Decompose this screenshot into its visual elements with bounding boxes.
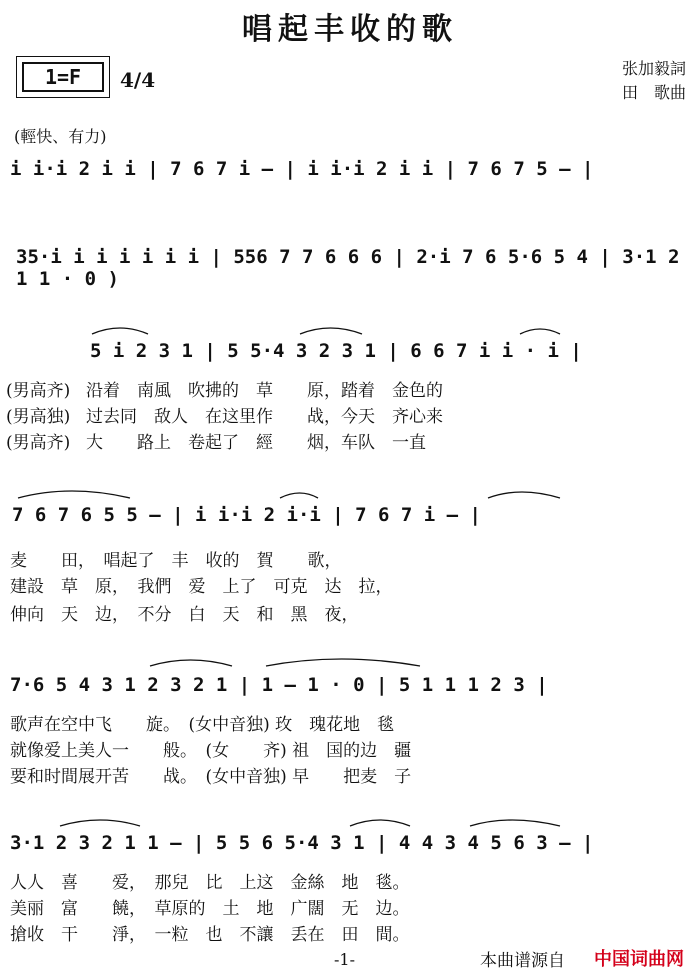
tempo-marking: (輕快、有力) — [14, 127, 107, 146]
system-notes: 7·6 5 4 3 1 2 3 2 1 | 1 — 1 · 0 | 5 1 1 1 2 3 | — [10, 674, 548, 696]
system-4-verse-3 — [0, 920, 700, 946]
lyric-text: 麦 田， 唱起了 丰 收的 賀 歌， — [10, 551, 342, 571]
slur — [470, 820, 560, 826]
lyric-text: 搶收 干 淨， 一粒 也 不讓 丢在 田 間。 — [10, 925, 410, 945]
system-2-verse-3 — [0, 600, 700, 626]
system-notes: 5 i 2 3 1 | 5 5·4 3 2 3 1 | 6 6 7 i i · i | — [90, 340, 582, 362]
system-2-verse-2 — [0, 572, 700, 598]
song-title: 唱起丰收的歌 — [242, 12, 458, 47]
key-signature: 1=F — [22, 62, 104, 92]
system-1-notes — [0, 340, 700, 370]
slur — [300, 328, 362, 334]
slur — [488, 492, 560, 498]
system-3-verse-2 — [0, 736, 700, 762]
slur — [18, 491, 130, 498]
slur — [280, 493, 318, 498]
lyric-text: 大 路上 卷起了 經 烟，车队 一直 — [86, 433, 426, 453]
system-4-verse-2 — [0, 894, 700, 920]
system-3-verse-3 — [0, 762, 700, 788]
system-1-verse-2 — [0, 402, 700, 428]
time-signature: 4/4 — [120, 68, 156, 92]
slur — [92, 328, 148, 334]
system-4-verse-1 — [0, 868, 700, 894]
page-number: -1- — [334, 950, 355, 969]
composer-credit: 田 歌曲 — [622, 83, 687, 102]
intro-notes-2: 35·i i i i i i i | 556 7 7 6 6 6 | 2·i 7 6 5·6 5 4 | 3·1 2 1 1 · 0 ) — [16, 246, 680, 290]
intro-line-1 — [0, 158, 700, 188]
system-notes: 7 6 7 6 5 5 — | i i·i 2 i·i | 7 6 7 i — | — [12, 504, 481, 526]
system-3-notes — [0, 674, 700, 704]
intro-notes-1: i i·i 2 i i | 7 6 7 i — | i i·i 2 i i | 7 6 7 5 — | — [10, 158, 594, 180]
slur — [520, 329, 560, 334]
slur — [350, 820, 410, 826]
system-1-verse-1 — [0, 376, 700, 402]
slur — [266, 659, 420, 666]
site-brand[interactable]: 中国词曲网 — [594, 949, 684, 970]
lyric-text: 就像爱上美人一 般。 (女 齐) 祖 国的边 疆 — [10, 741, 412, 761]
lyricist-credit: 张加毅詞 — [622, 59, 687, 78]
lyric-text: 沿着 南風 吹拂的 草 原，踏着 金色的 — [86, 381, 443, 401]
part-label: (男高齐) — [6, 381, 71, 401]
part-label: (男高齐) — [6, 433, 71, 453]
system-4-notes — [0, 832, 700, 862]
slur — [150, 660, 232, 666]
lyric-text: 建設 草 原， 我們 爱 上了 可克 达 拉， — [10, 577, 393, 597]
intro-line-2 — [0, 246, 700, 290]
lyric-text: 过去同 敌人 在这里作 战，今天 齐心来 — [86, 407, 443, 427]
system-3-verse-1 — [0, 710, 700, 736]
system-2-notes — [0, 504, 700, 534]
system-2-verse-1 — [0, 546, 700, 572]
source-note: 本曲谱源自 — [480, 951, 565, 971]
lyric-text: 人人 喜 爱， 那兒 比 上这 金絲 地 毯。 — [10, 873, 410, 893]
system-notes: 3·1 2 3 2 1 1 — | 5 5 6 5·4 3 1 | 4 4 3 4 5 6 3 — | — [10, 832, 594, 854]
slur — [60, 820, 140, 826]
part-label: (男高独) — [6, 407, 71, 427]
lyric-text: 歌声在空中飞 旋。 (女中音独) 玫 瑰花地 毯 — [10, 715, 395, 735]
lyric-text: 美丽 富 饒， 草原的 土 地 广闊 无 边。 — [10, 899, 410, 919]
system-1-verse-3 — [0, 428, 700, 454]
lyric-text: 要和时間展开苦 战。 (女中音独) 早 把麦 子 — [10, 767, 412, 787]
lyric-text: 伸向 天 边， 不分 白 天 和 黑 夜， — [10, 605, 359, 625]
